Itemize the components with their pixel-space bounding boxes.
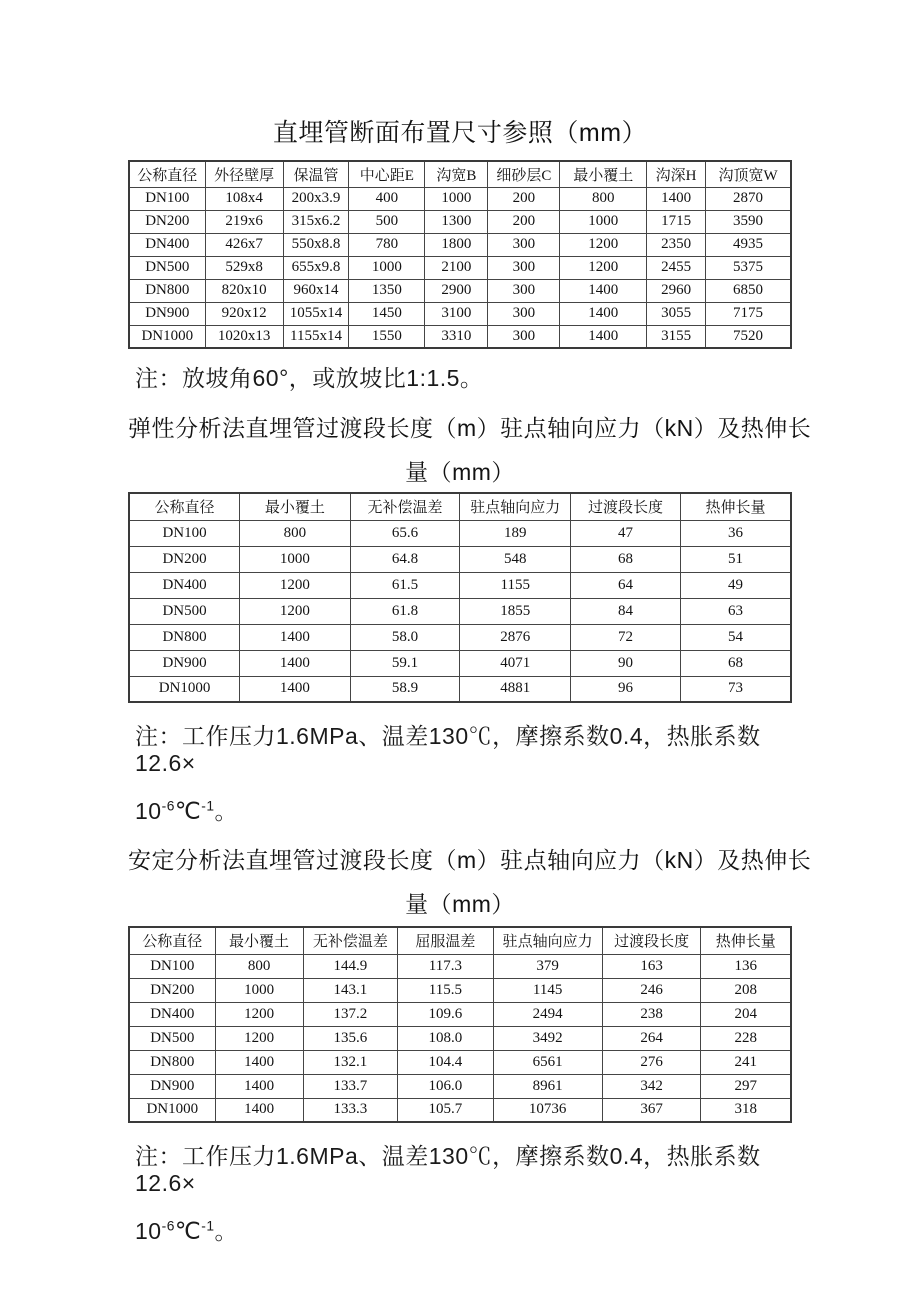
table-cell: 1400	[215, 1074, 303, 1098]
table-cell: 367	[602, 1098, 701, 1122]
column-header: 公称直径	[129, 927, 215, 954]
table-cell: 2900	[425, 279, 488, 302]
table-cell: 2494	[493, 1002, 602, 1026]
table-cell: 36	[680, 520, 791, 546]
slope-note: 注：放坡角60°，或放坡比1:1.5。	[135, 365, 484, 391]
table-cell: 318	[701, 1098, 791, 1122]
stability-note-line1: 注：工作压力1.6MPa、温差130℃，摩擦系数0.4，热胀系数12.6×	[135, 1143, 761, 1196]
table-cell: 144.9	[303, 954, 398, 978]
table-row	[129, 1002, 791, 1026]
table-cell: 4881	[460, 676, 571, 702]
table-row	[129, 572, 791, 598]
stability-section-title-line2: 量（mm）	[405, 891, 515, 917]
column-header: 最小覆土	[560, 161, 647, 187]
table-cell: 800	[240, 520, 351, 546]
column-header: 最小覆土	[215, 927, 303, 954]
column-header: 外径壁厚	[205, 161, 283, 187]
table-cell: 64.8	[350, 546, 460, 572]
table-cell: 1200	[215, 1026, 303, 1050]
table-cell: 109.6	[398, 1002, 493, 1026]
table-cell: 1400	[647, 187, 706, 210]
elastic-note-line1: 注：工作压力1.6MPa、温差130℃，摩擦系数0.4，热胀系数12.6×	[135, 723, 761, 776]
column-header: 无补偿温差	[303, 927, 398, 954]
table-cell: 1000	[349, 256, 425, 279]
table-cell: 58.0	[350, 624, 460, 650]
table-cell: 1000	[240, 546, 351, 572]
table-cell: 117.3	[398, 954, 493, 978]
table-row	[129, 325, 791, 348]
table-cell: DN100	[129, 954, 215, 978]
table-cell: 2870	[706, 187, 791, 210]
table-cell: 1200	[240, 598, 351, 624]
table-cell: 297	[701, 1074, 791, 1098]
table-cell: DN100	[129, 520, 240, 546]
column-header: 驻点轴向应力	[460, 493, 571, 520]
table-cell: DN900	[129, 302, 205, 325]
table-row	[129, 650, 791, 676]
table-cell: 73	[680, 676, 791, 702]
table-cell: 133.7	[303, 1074, 398, 1098]
table-cell: 106.0	[398, 1074, 493, 1098]
table-cell: 1055x14	[283, 302, 349, 325]
column-header: 过渡段长度	[571, 493, 681, 520]
table-cell: 115.5	[398, 978, 493, 1002]
table-cell: 241	[701, 1050, 791, 1074]
table-row	[129, 302, 791, 325]
table-cell: 143.1	[303, 978, 398, 1002]
table-cell: 1000	[425, 187, 488, 210]
table-cell: DN1000	[129, 676, 240, 702]
table-cell: 6850	[706, 279, 791, 302]
table-row	[129, 187, 791, 210]
table-row	[129, 598, 791, 624]
table-cell: 3590	[706, 210, 791, 233]
table-cell: 246	[602, 978, 701, 1002]
table-cell: DN1000	[129, 1098, 215, 1122]
table-cell: 7175	[706, 302, 791, 325]
column-header: 无补偿温差	[350, 493, 460, 520]
table-cell: 219x6	[205, 210, 283, 233]
table-cell: DN500	[129, 1026, 215, 1050]
column-header: 沟深H	[647, 161, 706, 187]
table-cell: 68	[571, 546, 681, 572]
table-row	[129, 256, 791, 279]
table-cell: 58.9	[350, 676, 460, 702]
column-header: 沟宽B	[425, 161, 488, 187]
stability-analysis-table	[128, 926, 792, 1123]
table-cell: 105.7	[398, 1098, 493, 1122]
table-cell: 10736	[493, 1098, 602, 1122]
table-row	[129, 210, 791, 233]
table-cell: 47	[571, 520, 681, 546]
table-cell: DN200	[129, 546, 240, 572]
table-cell: 1020x13	[205, 325, 283, 348]
table-cell: 1155	[460, 572, 571, 598]
table-cell: 500	[349, 210, 425, 233]
table-header-row	[129, 927, 791, 954]
column-header: 公称直径	[129, 161, 205, 187]
text-segment: 。	[214, 1218, 238, 1244]
document-page	[128, 0, 812, 1245]
table-cell: 61.5	[350, 572, 460, 598]
column-header: 最小覆土	[240, 493, 351, 520]
table-cell: DN200	[129, 978, 215, 1002]
table-row	[129, 1098, 791, 1122]
table-cell: 163	[602, 954, 701, 978]
table-cell: 800	[560, 187, 647, 210]
superscript-text: -6	[161, 798, 175, 814]
table-cell: 1400	[240, 650, 351, 676]
table-cell: 400	[349, 187, 425, 210]
table-cell: 1200	[240, 572, 351, 598]
table-cell: 1550	[349, 325, 425, 348]
table-cell: 300	[488, 279, 560, 302]
table-cell: 300	[488, 256, 560, 279]
table-cell: 315x6.2	[283, 210, 349, 233]
text-segment: 10	[135, 798, 162, 824]
table-cell: DN1000	[129, 325, 205, 348]
column-header: 屈服温差	[398, 927, 493, 954]
table-row	[129, 676, 791, 702]
table-row	[129, 279, 791, 302]
table-cell: 300	[488, 233, 560, 256]
table-row	[129, 520, 791, 546]
table-row	[129, 233, 791, 256]
table-cell: DN900	[129, 650, 240, 676]
stability-section-title-line1: 安定分析法直埋管过渡段长度（m）驻点轴向应力（kN）及热伸长	[128, 847, 812, 873]
table-cell: 960x14	[283, 279, 349, 302]
text-segment: 10	[135, 1218, 162, 1244]
table-cell: 342	[602, 1074, 701, 1098]
table-cell: 550x8.8	[283, 233, 349, 256]
table-cell: 548	[460, 546, 571, 572]
table-cell: DN500	[129, 256, 205, 279]
table-cell: DN800	[129, 624, 240, 650]
table-cell: 276	[602, 1050, 701, 1074]
table-cell: 1400	[215, 1050, 303, 1074]
table-cell: 7520	[706, 325, 791, 348]
table-row	[129, 1026, 791, 1050]
table-cell: 300	[488, 325, 560, 348]
table-cell: 200	[488, 187, 560, 210]
column-header: 公称直径	[129, 493, 240, 520]
table-cell: 4071	[460, 650, 571, 676]
table-cell: 6561	[493, 1050, 602, 1074]
column-header: 过渡段长度	[602, 927, 701, 954]
table-cell: 132.1	[303, 1050, 398, 1074]
table-cell: 1200	[560, 256, 647, 279]
table-cell: 208	[701, 978, 791, 1002]
table-cell: 1450	[349, 302, 425, 325]
elastic-section-title-line1: 弹性分析法直埋管过渡段长度（m）驻点轴向应力（kN）及热伸长	[128, 415, 812, 441]
table-cell: 61.8	[350, 598, 460, 624]
table-row	[129, 546, 791, 572]
elastic-section-title-line2: 量（mm）	[405, 459, 515, 485]
table-cell: DN500	[129, 598, 240, 624]
elastic-analysis-table	[128, 492, 792, 703]
stability-note-line2	[128, 1218, 792, 1245]
column-header: 热伸长量	[701, 927, 791, 954]
table-cell: DN100	[129, 187, 205, 210]
table-cell: 5375	[706, 256, 791, 279]
table-cell: 59.1	[350, 650, 460, 676]
table-cell: 3055	[647, 302, 706, 325]
table-cell: 108x4	[205, 187, 283, 210]
table-cell: DN800	[129, 1050, 215, 1074]
table-cell: 1300	[425, 210, 488, 233]
table-cell: 3100	[425, 302, 488, 325]
table-cell: 228	[701, 1026, 791, 1050]
table-cell: 2350	[647, 233, 706, 256]
table-cell: 200	[488, 210, 560, 233]
table-cell: 1715	[647, 210, 706, 233]
table-row	[129, 1074, 791, 1098]
table-row	[129, 978, 791, 1002]
table-cell: 96	[571, 676, 681, 702]
table-cell: DN900	[129, 1074, 215, 1098]
table-cell: 300	[488, 302, 560, 325]
table1-title: 直埋管断面布置尺寸参照（mm）	[272, 119, 648, 147]
table-cell: 1200	[560, 233, 647, 256]
table-cell: 108.0	[398, 1026, 493, 1050]
table-cell: 1400	[560, 279, 647, 302]
table-cell: 1145	[493, 978, 602, 1002]
table-cell: 3155	[647, 325, 706, 348]
table-cell: 3310	[425, 325, 488, 348]
table-cell: 136	[701, 954, 791, 978]
table-cell: 63	[680, 598, 791, 624]
table-cell: 920x12	[205, 302, 283, 325]
table-cell: DN400	[129, 233, 205, 256]
table-cell: DN400	[129, 572, 240, 598]
table-cell: 72	[571, 624, 681, 650]
text-segment: ℃	[174, 1218, 202, 1244]
table-header-row	[129, 493, 791, 520]
table-cell: 200x3.9	[283, 187, 349, 210]
table-cell: DN800	[129, 279, 205, 302]
table-cell: 3492	[493, 1026, 602, 1050]
table-cell: 800	[215, 954, 303, 978]
table-header-row	[129, 161, 791, 187]
table-cell: 104.4	[398, 1050, 493, 1074]
table-cell: 49	[680, 572, 791, 598]
table-cell: 820x10	[205, 279, 283, 302]
table-cell: 189	[460, 520, 571, 546]
superscript-text: -1	[201, 798, 215, 814]
table-cell: 2960	[647, 279, 706, 302]
table-row	[129, 954, 791, 978]
table-cell: 1400	[560, 302, 647, 325]
superscript-text: -1	[201, 1218, 215, 1234]
table-cell: 137.2	[303, 1002, 398, 1026]
table-cell: 2876	[460, 624, 571, 650]
table-cell: 135.6	[303, 1026, 398, 1050]
table-cell: DN400	[129, 1002, 215, 1026]
table-cell: 529x8	[205, 256, 283, 279]
table-row	[129, 1050, 791, 1074]
column-header: 中心距E	[349, 161, 425, 187]
table-cell: 2100	[425, 256, 488, 279]
elastic-note-line2	[128, 798, 792, 825]
table-cell: 54	[680, 624, 791, 650]
table-cell: 2455	[647, 256, 706, 279]
pipe-dimensions-table	[128, 160, 792, 349]
table-cell: 1400	[560, 325, 647, 348]
table-cell: 1400	[240, 676, 351, 702]
table-cell: 133.3	[303, 1098, 398, 1122]
table-cell: 379	[493, 954, 602, 978]
column-header: 保温管	[283, 161, 349, 187]
table-cell: 4935	[706, 233, 791, 256]
table-cell: 84	[571, 598, 681, 624]
table-cell: 1400	[215, 1098, 303, 1122]
table-cell: 1855	[460, 598, 571, 624]
table-cell: 68	[680, 650, 791, 676]
table-cell: 1350	[349, 279, 425, 302]
table-cell: 64	[571, 572, 681, 598]
table-cell: 1000	[215, 978, 303, 1002]
table-cell: 65.6	[350, 520, 460, 546]
table-row	[129, 624, 791, 650]
text-segment: 。	[214, 798, 238, 824]
superscript-text: -6	[161, 1218, 175, 1234]
column-header: 驻点轴向应力	[493, 927, 602, 954]
table-cell: 1000	[560, 210, 647, 233]
table-cell: DN200	[129, 210, 205, 233]
column-header: 热伸长量	[680, 493, 791, 520]
table-cell: 8961	[493, 1074, 602, 1098]
table-cell: 51	[680, 546, 791, 572]
table-cell: 264	[602, 1026, 701, 1050]
table-cell: 1400	[240, 624, 351, 650]
table-cell: 204	[701, 1002, 791, 1026]
column-header: 沟顶宽W	[706, 161, 791, 187]
table-cell: 90	[571, 650, 681, 676]
text-segment: ℃	[174, 798, 202, 824]
table-cell: 1155x14	[283, 325, 349, 348]
table-cell: 238	[602, 1002, 701, 1026]
column-header: 细砂层C	[488, 161, 560, 187]
table-cell: 780	[349, 233, 425, 256]
table-cell: 426x7	[205, 233, 283, 256]
table-cell: 1800	[425, 233, 488, 256]
table-cell: 655x9.8	[283, 256, 349, 279]
table-cell: 1200	[215, 1002, 303, 1026]
